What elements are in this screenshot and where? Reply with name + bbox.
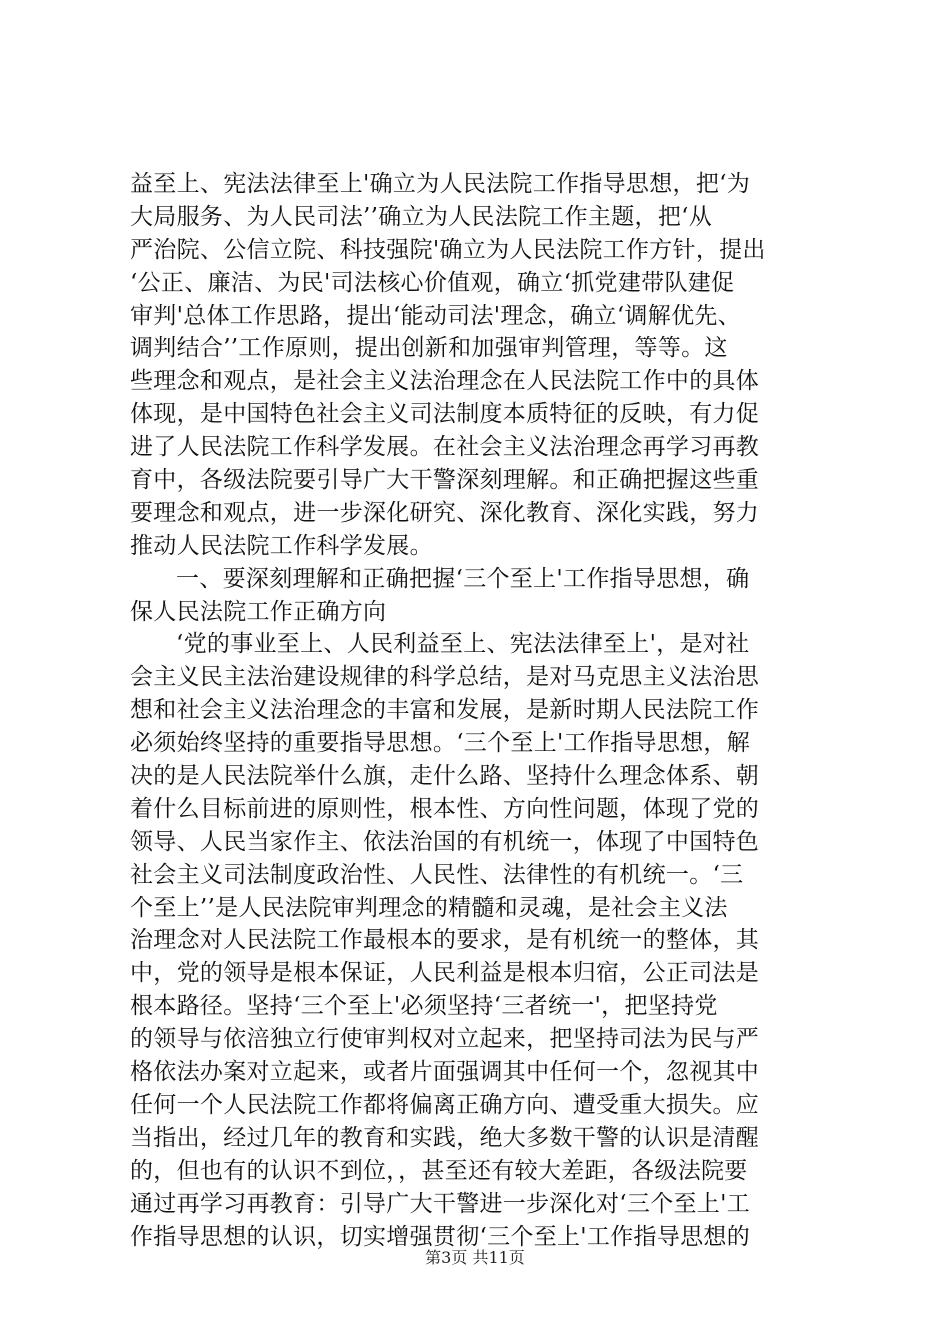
text-line: 审判'总体工作思路，提出‘能动司法'理念，确立‘调解优先、 [130, 302, 741, 329]
text-line: 的，但也有的认识不到位，，甚至还有较大差距，各级法院要 [130, 1157, 748, 1184]
text-line: 必须始终坚持的重要指导思想。‘三个至上'工作指导思想，解 [130, 730, 751, 757]
text-line: 调判结合’’工作原则，提出创新和加强审判管理，等等。这 [130, 335, 728, 362]
text-line: 领导、人民当家作主、依法治国的有机统一，体现了中国特色 [130, 828, 760, 855]
text-line: 治理念对人民法院工作最根本的要求，是有机统一的整体，其 [130, 927, 760, 954]
text-line: 严治院、公信立院、科技强院'确立为人民法院工作方针，提出 [130, 236, 766, 263]
text-line: 任何一个人民法院工作都将偏离正确方向、遭受重大损失。应 [130, 1091, 760, 1118]
text-line: 推动人民法院工作科学发展。 [130, 532, 433, 559]
text-line: 育中，各级法院要引导广大干警深刻理解。和正确把握这些重 [130, 467, 760, 494]
text-line: 中，党的领导是根本保证，人民利益是根本归宿，公正司法是 [130, 960, 760, 987]
text-line: 根本路径。坚持‘三个至上'必须坚持‘三者统一'，把坚持党 [130, 993, 718, 1020]
page-number-footer: 第3页 共11页 [425, 1248, 525, 1267]
text-line: 想和社会主义法治理念的丰富和发展，是新时期人民法院工作 [130, 697, 760, 724]
text-line: 益至上、宪法法律至上'确立为人民法院工作指导思想，把‘为 [130, 171, 751, 197]
text-line: 作指导思想的认识，切实增强贯彻‘三个至上'工作指导思想的 [130, 1223, 751, 1250]
text-line: ‘公正、廉洁、为民'司法核心价值观，确立‘抓党建带队建促 [130, 269, 735, 296]
text-line: 格依法办案对立起来，或者片面强调其中任何一个，忽视其中 [130, 1059, 760, 1086]
text-line: 的领导与依涪独立行使审判权对立起来，把坚持司法为民与严 [130, 1026, 760, 1053]
body-text [130, 168, 830, 1253]
text-line: 大局服务、为人民司法’’确立为人民法院工作主题，把‘从 [130, 203, 713, 230]
text-line: 个至上’’是人民法院审判理念的精髓和灵魂，是社会主义法 [130, 894, 728, 921]
text-line: 通过再学习再教育：引导广大干警进一步深化对‘三个至上'工 [130, 1190, 751, 1217]
text-line: 要理念和观点，进一步深化研究、深化教育、深化实践，努力 [130, 499, 760, 526]
section-heading-line: 一、要深刻理解和正确把握‘三个至上'工作指导思想，确 [176, 565, 750, 592]
section-heading-line: 保人民法院工作正确方向 [130, 598, 387, 625]
text-line: 进了人民法院工作科学发展。在社会主义法治理念再学习再教 [130, 434, 760, 461]
text-line: 体现，是中国特色社会主义司法制度本质特征的反映，有力促 [130, 401, 760, 428]
text-line: 社会主义司法制度政治性、人民性、法律性的有机统一。‘三 [130, 861, 744, 888]
text-line: 会主义民主法治建设规律的科学总结，是对马克思主义法治思 [130, 664, 760, 691]
paragraph-start-line: ‘党的事业至上、人民利益至上、宪法法律至上'，是对社 [176, 631, 750, 658]
text-line: 决的是人民法院举什么旗，走什么路、坚持什么理念体系、朝 [130, 763, 760, 790]
text-line: 些理念和观点，是社会主义法治理念在人民法院工作中的具体 [130, 368, 760, 395]
text-line: 着什么目标前进的原则性，根本性、方向性问题，体现了党的 [130, 795, 760, 822]
text-line: 当指出，经过几年的教育和实践，绝大多数干警的认识是清醒 [130, 1124, 760, 1151]
